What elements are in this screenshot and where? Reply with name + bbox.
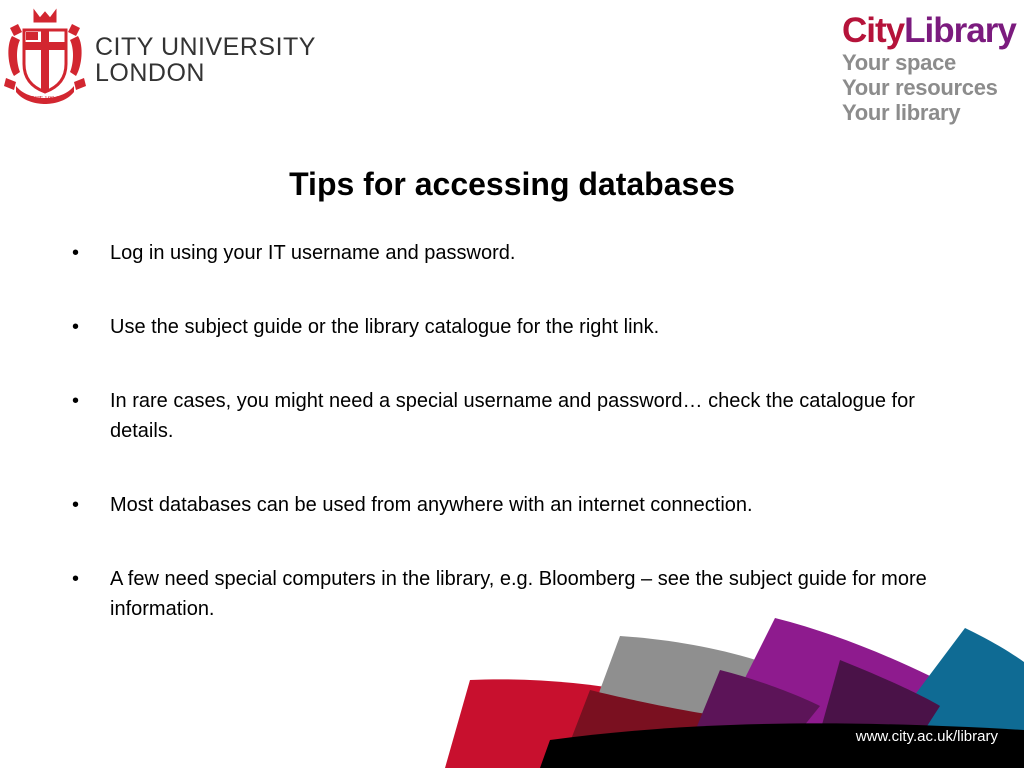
bullet-text: In rare cases, you might need a special username and password… check the catalogue for details. — [110, 390, 915, 442]
bullet-text: Use the subject guide or the library catalogue for the right link. — [110, 316, 660, 338]
bullet-text: A few need special computers in the library, e.g. Bloomberg – see the subject guide for more information. — [110, 568, 927, 620]
crest-est-label: EST 1894 — [30, 95, 59, 103]
bullet-marker: • — [72, 316, 80, 338]
slide-title: Tips for accessing databases — [289, 166, 735, 202]
university-name-line1: CITY UNIVERSITY — [95, 33, 316, 61]
citylibrary-city: City — [842, 11, 905, 50]
tagline-3: Your library — [842, 100, 961, 125]
citylibrary-library: Library — [904, 11, 1016, 50]
bullet-text: Most databases can be used from anywhere with an internet connection. — [110, 494, 753, 516]
university-name-line2: LONDON — [95, 59, 205, 87]
bullet-marker: • — [72, 494, 80, 516]
bullet-marker: • — [72, 390, 80, 412]
bullet-marker: • — [72, 242, 80, 264]
footer-url[interactable]: www.city.ac.uk/library — [855, 728, 998, 745]
bullet-text: Log in using your IT username and password. — [110, 242, 516, 264]
tagline-1: Your space — [842, 50, 956, 75]
bullet-marker: • — [72, 568, 80, 590]
tagline-2: Your resources — [842, 75, 998, 100]
